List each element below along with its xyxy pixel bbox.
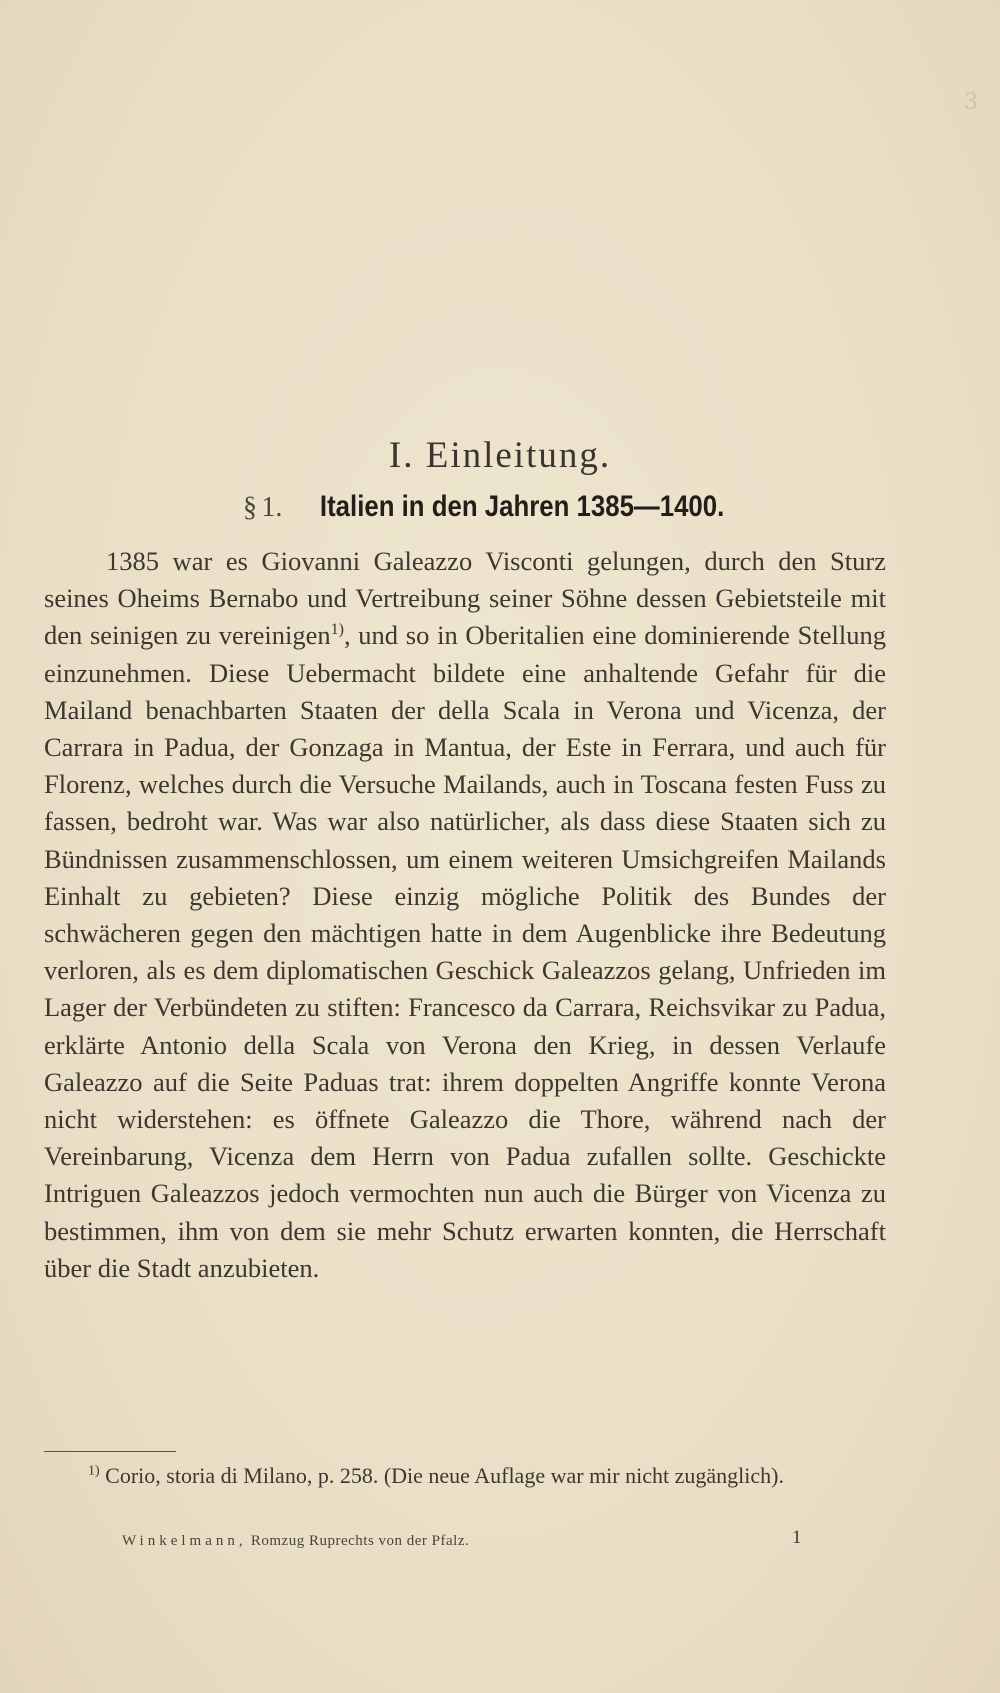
folio-mark: 3	[964, 90, 978, 115]
footnote-rule	[44, 1451, 176, 1452]
body-text-part-1: 1385 war es Giovanni Galeazzo Visconti gelungen, durch den Sturz seines Oheims Bernabo und Vertreibung seiner Söhne dessen Gebietsteile mit den seinigen zu vereinigen	[44, 546, 886, 651]
body-paragraph	[44, 543, 886, 1287]
signature-line	[122, 1533, 469, 1550]
footnote-reference[interactable]: 1)	[330, 621, 344, 639]
signature-author: Winkelmann,	[122, 1533, 247, 1549]
section-heading	[0, 490, 1000, 524]
signature-title: Romzug Ruprechts von der Pfalz.	[250, 1533, 470, 1549]
body-text-part-2: , und so in Oberitalien eine dominierende Stellung einzunehmen. Diese Uebermacht bildete eine anhaltende Gefahr für die Mailand benachbarten Staaten der della Scala in Verona und Vicenza, der Carrara in Padua, der Gonzaga in Mantua, der Este in Ferrara, und auch für Florenz, welches durch die Versuche Mailands, auch in Toscana festen Fuss zu fassen, bedroht war. Was war also natürlicher, als dass diese Staaten sich zu Bündnissen zusammenschlossen, um einem weiteren Umsichgreifen Mailands Einhalt zu gebieten? Diese einzig mögliche Politik des Bundes der schwächeren gegen den mächtigen hatte in dem Augenblicke ihre Bedeutung verloren, als es dem diplomatischen Geschick Galeazzos gelang, Unfrieden im Lager der Verbündeten zu stiften: Francesco da Carrara, Reichsvikar zu Padua, erklärte Antonio della Scala von Verona den Krieg, in dessen Verlaufe Galeazzo auf die Seite Paduas trat: ihrem doppelten Angriffe konnte Verona nicht widerstehen: es öffnete Galeazzo die Thore, während nach der Vereinbarung, Vicenza dem Herrn von Padua zufallen sollte. Geschickte Intriguen Galeazzos jedoch vermochten nun auch die Bürger von Vicenza zu bestimmen, ihm von dem sie mehr Schutz erwarten konnten, die Herrschaft über die Stadt anzubieten.	[44, 620, 887, 1283]
footnote-text: Corio, storia di Milano, p. 258. (Die neue Auflage war mir nicht zugänglich).	[105, 1463, 784, 1488]
chapter-title: I. Einleitung.	[388, 435, 612, 476]
section-title: Italien in den Jahren 1385—1400.	[319, 490, 725, 523]
section-number: 1.	[261, 492, 283, 523]
footnote	[44, 1460, 886, 1492]
sheet-number: 1	[792, 1527, 802, 1548]
section-symbol: §	[242, 492, 257, 523]
footnote-marker: 1)	[88, 1463, 100, 1479]
